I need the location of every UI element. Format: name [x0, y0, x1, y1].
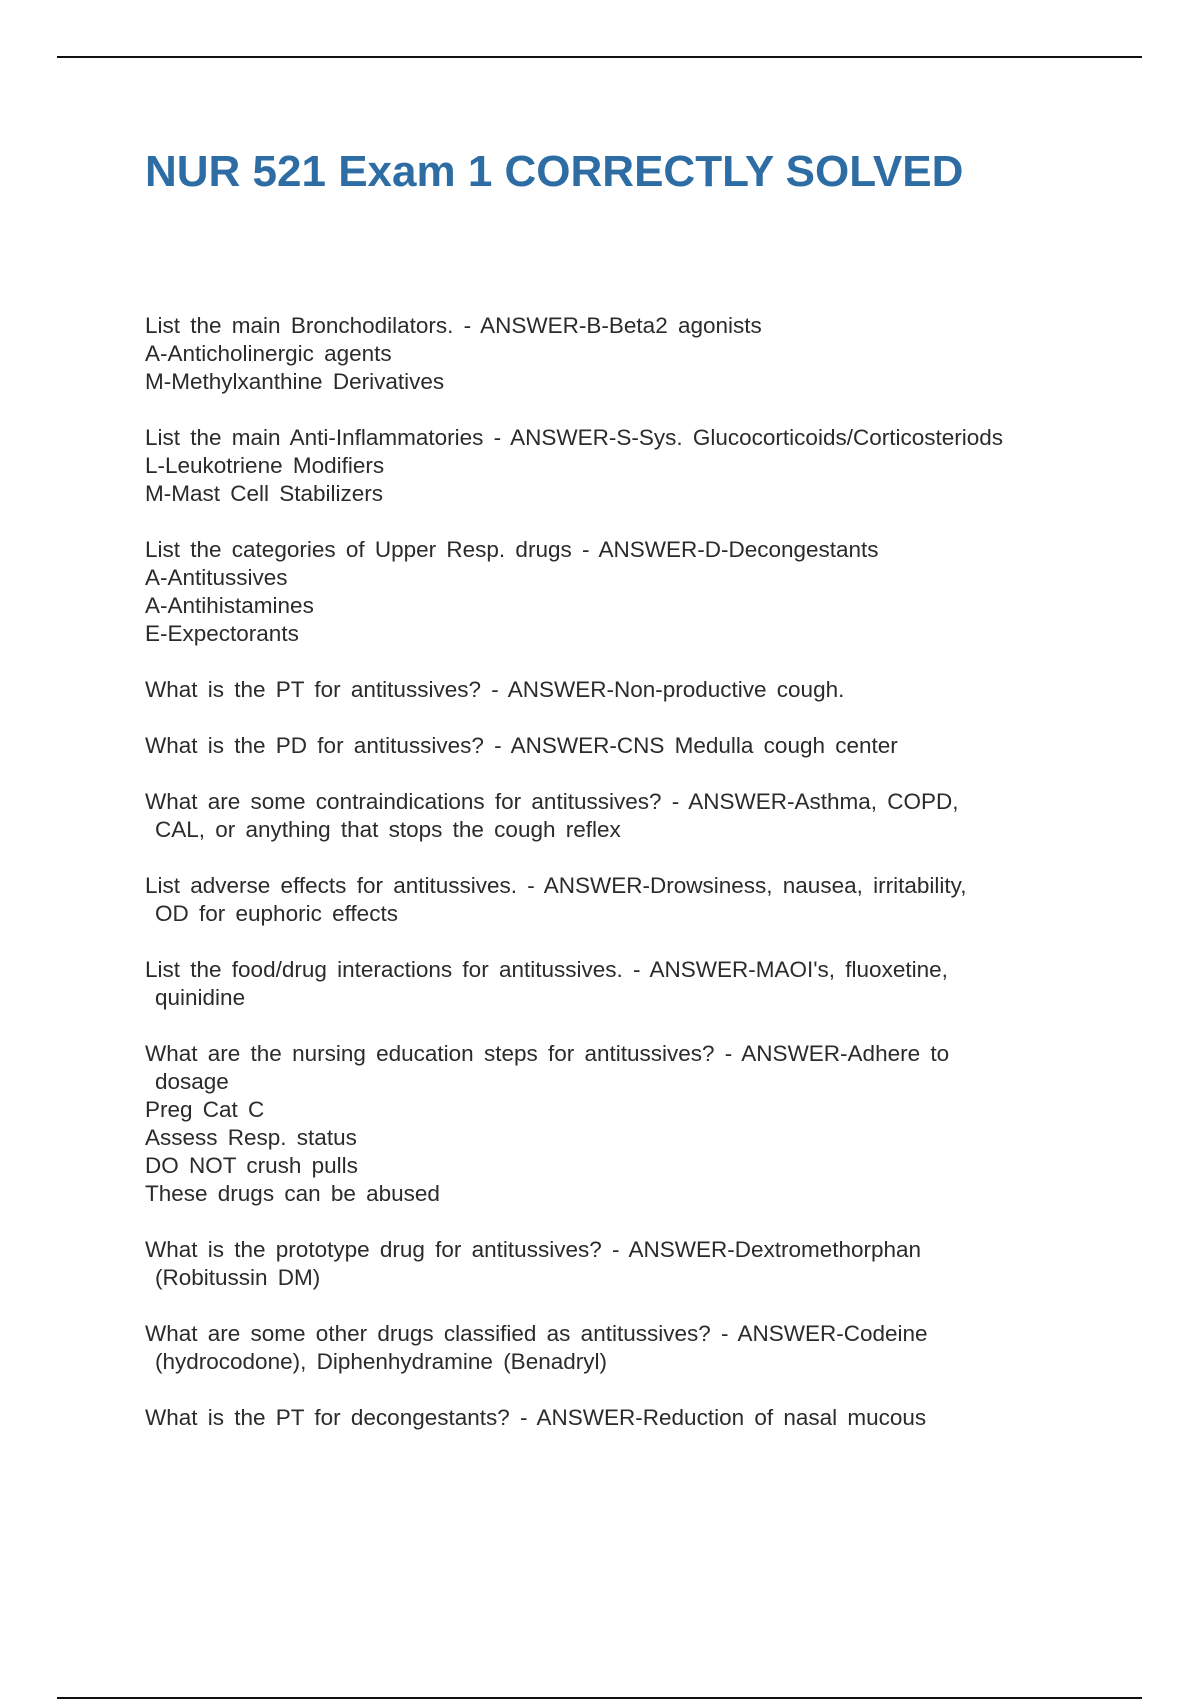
- qa-line: What is the PT for antitussives? - ANSWER-Non-productive cough.: [145, 677, 845, 702]
- qa-entry-interactions: [145, 956, 1095, 1012]
- qa-line: A-Antitussives: [145, 565, 288, 590]
- qa-entry-anti-inflammatories: [145, 424, 1095, 508]
- qa-line: What are some contraindications for antitussives? - ANSWER-Asthma, COPD,: [145, 789, 959, 814]
- qa-line: CAL, or anything that stops the cough reflex: [155, 817, 621, 842]
- qa-line: (hydrocodone), Diphenhydramine (Benadryl): [155, 1349, 607, 1374]
- qa-line: What is the PD for antitussives? - ANSWER-CNS Medulla cough center: [145, 733, 898, 758]
- qa-line: OD for euphoric effects: [155, 901, 398, 926]
- qa-line: These drugs can be abused: [145, 1181, 440, 1206]
- qa-line: quinidine: [155, 985, 246, 1010]
- qa-line: What are some other drugs classified as antitussives? - ANSWER-Codeine: [145, 1321, 928, 1346]
- qa-entry-nursing-education: [145, 1040, 1095, 1208]
- top-rule: [57, 56, 1142, 58]
- qa-line: dosage: [155, 1069, 229, 1094]
- qa-line: Assess Resp. status: [145, 1125, 357, 1150]
- qa-line: List the main Bronchodilators. - ANSWER-B-Beta2 agonists: [145, 313, 762, 338]
- qa-entry-other-drugs: [145, 1320, 1095, 1376]
- qa-entry-decongestant-pt: [145, 1404, 1095, 1432]
- qa-line: L-Leukotriene Modifiers: [145, 453, 385, 478]
- qa-line: What is the prototype drug for antitussives? - ANSWER-Dextromethorphan: [145, 1237, 922, 1262]
- qa-entry-prototype-drug: [145, 1236, 1095, 1292]
- page-title: NUR 521 Exam 1 CORRECTLY SOLVED: [145, 147, 964, 196]
- qa-line: (Robitussin DM): [155, 1265, 321, 1290]
- qa-entry-contraindications: [145, 788, 1095, 844]
- qa-list: [145, 312, 1095, 1460]
- qa-entry-upper-resp-categories: [145, 536, 1095, 648]
- qa-entry-antitussive-pd: [145, 732, 1095, 760]
- qa-line: E-Expectorants: [145, 621, 299, 646]
- qa-line: List the categories of Upper Resp. drugs - ANSWER-D-Decongestants: [145, 537, 879, 562]
- qa-entry-antitussive-pt: [145, 676, 1095, 704]
- qa-line: M-Mast Cell Stabilizers: [145, 481, 384, 506]
- qa-line: Preg Cat C: [145, 1097, 265, 1122]
- qa-line: What is the PT for decongestants? - ANSWER-Reduction of nasal mucous: [145, 1405, 927, 1430]
- qa-line: A-Anticholinergic agents: [145, 341, 392, 366]
- qa-line: List the food/drug interactions for antitussives. - ANSWER-MAOI's, fluoxetine,: [145, 957, 948, 982]
- qa-entry-bronchodilators: [145, 312, 1095, 396]
- qa-line: M-Methylxanthine Derivatives: [145, 369, 445, 394]
- qa-line: List adverse effects for antitussives. - ANSWER-Drowsiness, nausea, irritability,: [145, 873, 967, 898]
- bottom-rule: [57, 1697, 1142, 1699]
- qa-line: A-Antihistamines: [145, 593, 314, 618]
- qa-line: What are the nursing education steps for antitussives? - ANSWER-Adhere to: [145, 1041, 950, 1066]
- qa-line: DO NOT crush pulls: [145, 1153, 358, 1178]
- qa-entry-adverse-effects: [145, 872, 1095, 928]
- qa-line: List the main Anti-Inflammatories - ANSWER-S-Sys. Glucocorticoids/Corticosteriods: [145, 425, 1004, 450]
